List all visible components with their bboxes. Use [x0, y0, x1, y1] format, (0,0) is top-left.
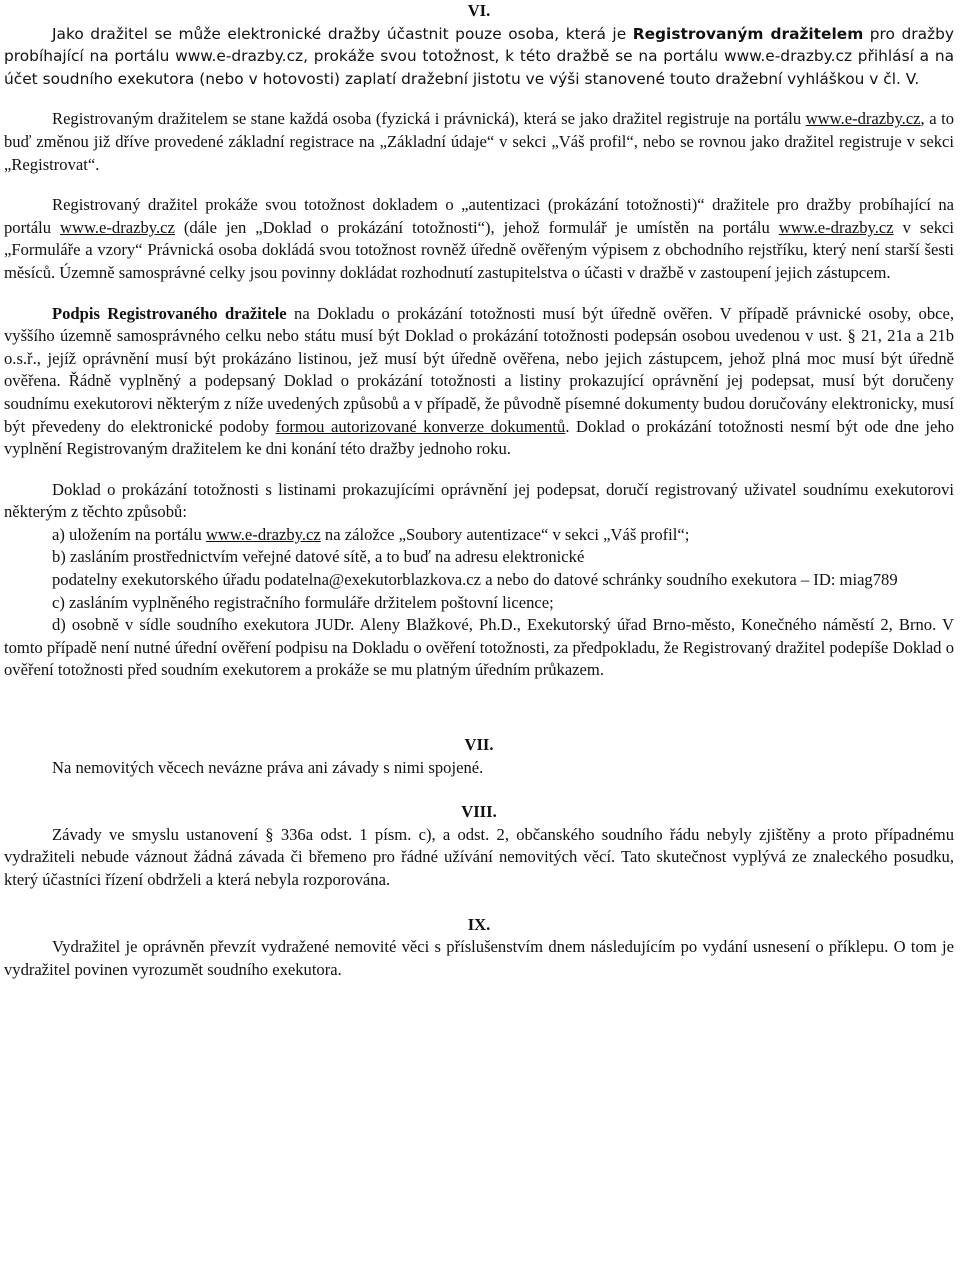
e-drazby-link[interactable]: www.e-drazby.cz [205, 524, 321, 544]
paragraph-text: Registrovaný dražitel prokáže svou totožnost dokladem o „autentizaci (prokázání totožnosti)“ dražitele pro dražby probíhající na portálu [4, 195, 954, 237]
e-drazby-link[interactable]: www.e-drazby.cz [778, 217, 894, 237]
paragraph-takeover: Vydražitel je oprávněn převzít vydražené nemovité věci s příslušenstvím dnem následujícím po vydání usnesení o příklepu. O tom je vydražitel povinen vyrozumět soudního exekutora. [4, 937, 954, 979]
list-item-b: b) zasláním prostřednictvím veřejné datové sítě, a to buď na adresu elektronické [52, 547, 585, 567]
paragraph-identity-proof [4, 194, 954, 284]
list-item-text: na záložce „Soubory autentizace“ v sekci „Váš profil“; [320, 524, 690, 544]
list-item-c: c) zasláním vyplněného registračního formuláře držitelem poštovní licence; [52, 592, 554, 612]
paragraph-delivery-methods: Doklad o prokázání totožnosti s listinami prokazujícími oprávnění jej podepsat, doručí registrovaný uživatel soudnímu exekutorovi některým z těchto způsobů: [4, 479, 954, 522]
paragraph-text: . Doklad o prokázání totožnosti nesmí být ode dne jeho vyplnění Registrovaným dražitelem ke dni konání této dražby jednoho roku. [4, 416, 954, 459]
list-item-a [4, 524, 954, 547]
e-drazby-link[interactable]: www.e-drazby.cz [805, 109, 921, 129]
paragraph-text: na Dokladu o prokázání totožnosti musí být úředně ověřen. V případě právnické osoby, obce, vyššího územně samosprávného celku nebo státu musí být Doklad o prokázání totožnosti podepsán osobou uvedenou v ust. § 21, 21a a 21b o.s.ř., jejíž oprávnění musí být prokázáno listinou, jež musí být úředně ověřena, nebo jejich zástupcem, jehož plná moc musí být úředně ověřena. Řádně vyplněný a podepsaný Doklad o prokázání totožnosti a listiny prokazující oprávnění jej podepsat, musí být doručeny soudnímu exekutorovi některým z níže uvedených způsobů a v případě, že původně písemné dokumenty budou doručovány elektronicky, musí být převedeny do elektronické podoby [4, 303, 955, 436]
section-heading-viii: VIII. [461, 802, 497, 822]
authorized-conversion-text: formou autorizované konverze dokumentů [275, 416, 566, 436]
paragraph-text: v sekci „Formuláře a vzory“ Právnická osoba dokládá svou totožnost rovněž úředně ověřeným výpisem z obchodního rejstříku, který není starší šesti měsíců. Územně samosprávné celky jsou povinny dokládat rozhodnutí zastupitelstva o účasti v dražbě v zastoupení jejich zástupcem. [4, 217, 954, 282]
paragraph-signature [4, 303, 954, 461]
e-drazby-link[interactable]: www.e-drazby.cz [60, 217, 175, 237]
section-heading-vi: VI. [467, 1, 491, 20]
section-heading-ix: IX. [467, 914, 491, 934]
paragraph-text: (dále jen „Doklad o prokázání totožnosti“), jehož formulář je umístěn na portálu [174, 217, 779, 237]
list-item-d: d) osobně v sídle soudního exekutora JUDr. Aleny Blažkové, Ph.D., Exekutorský úřad Brno-město, Konečného náměstí 2, Brno. V tomto případě není nutné úřední ověření podpisu na Dokladu o ověření totožnosti, za předpokladu, že Registrovaný dražitel podepíše Doklad o ověření totožnosti před soudním exekutorem a prokáže se mu platným úředním průkazem. [4, 615, 954, 680]
section-heading-vii: VII. [464, 735, 494, 755]
paragraph-text: , a to buď změnou již dříve provedené základní registrace na „Základní údaje“ v sekci „Váš profil“, nebo se rovnou jako dražitel registruje v sekci „Registrovat“. [4, 109, 955, 174]
paragraph-no-encumbrances: Na nemovitých věcech nevázne práva ani závady s nimi spojené. [52, 757, 484, 777]
list-item-text: a) uložením na portálu [52, 524, 206, 544]
paragraph-registered-bidder [4, 23, 954, 91]
signature-emphasis: Podpis Registrovaného dražitele [52, 303, 287, 323]
paragraph-text: Jako dražitel se může elektronické dražby účastnit pouze osoba, která je [52, 24, 633, 43]
paragraph-defects: Závady ve smyslu ustanovení § 336a odst. 1 písm. c), a odst. 2, občanského soudního řádu nebyly zjištěny a proto případnému vydražiteli nebude váznout žádná závada či břemeno pro řádné užívání nemovitých věcí. Tato skutečnost vyplývá ze znaleckého posudku, který účastníci řízení obdrželi a která nebyla rozporována. [4, 824, 954, 889]
paragraph-text: Registrovaným dražitelem se stane každá osoba (fyzická i právnická), která se jako dražitel registruje na portálu [52, 109, 806, 129]
paragraph-registration [4, 108, 954, 176]
list-item-b-continuation: podatelny exekutorského úřadu podatelna@exekutorblazkova.cz a nebo do datové schránky soudního exekutora – ID: miag789 [52, 570, 898, 590]
paragraph-text: pro dražby probíhající na portálu www.e-drazby.cz, prokáže svou totožnost, k této dražbě se na portálu www.e-drazby.cz přihlásí a na účet soudního exekutora (nebo v hotovosti) zaplatí dražební jistotu ve výši stanovené touto dražební vyhláškou v čl. V. [4, 24, 954, 88]
registered-bidder-emphasis: Registrovaným dražitelem [632, 24, 864, 43]
